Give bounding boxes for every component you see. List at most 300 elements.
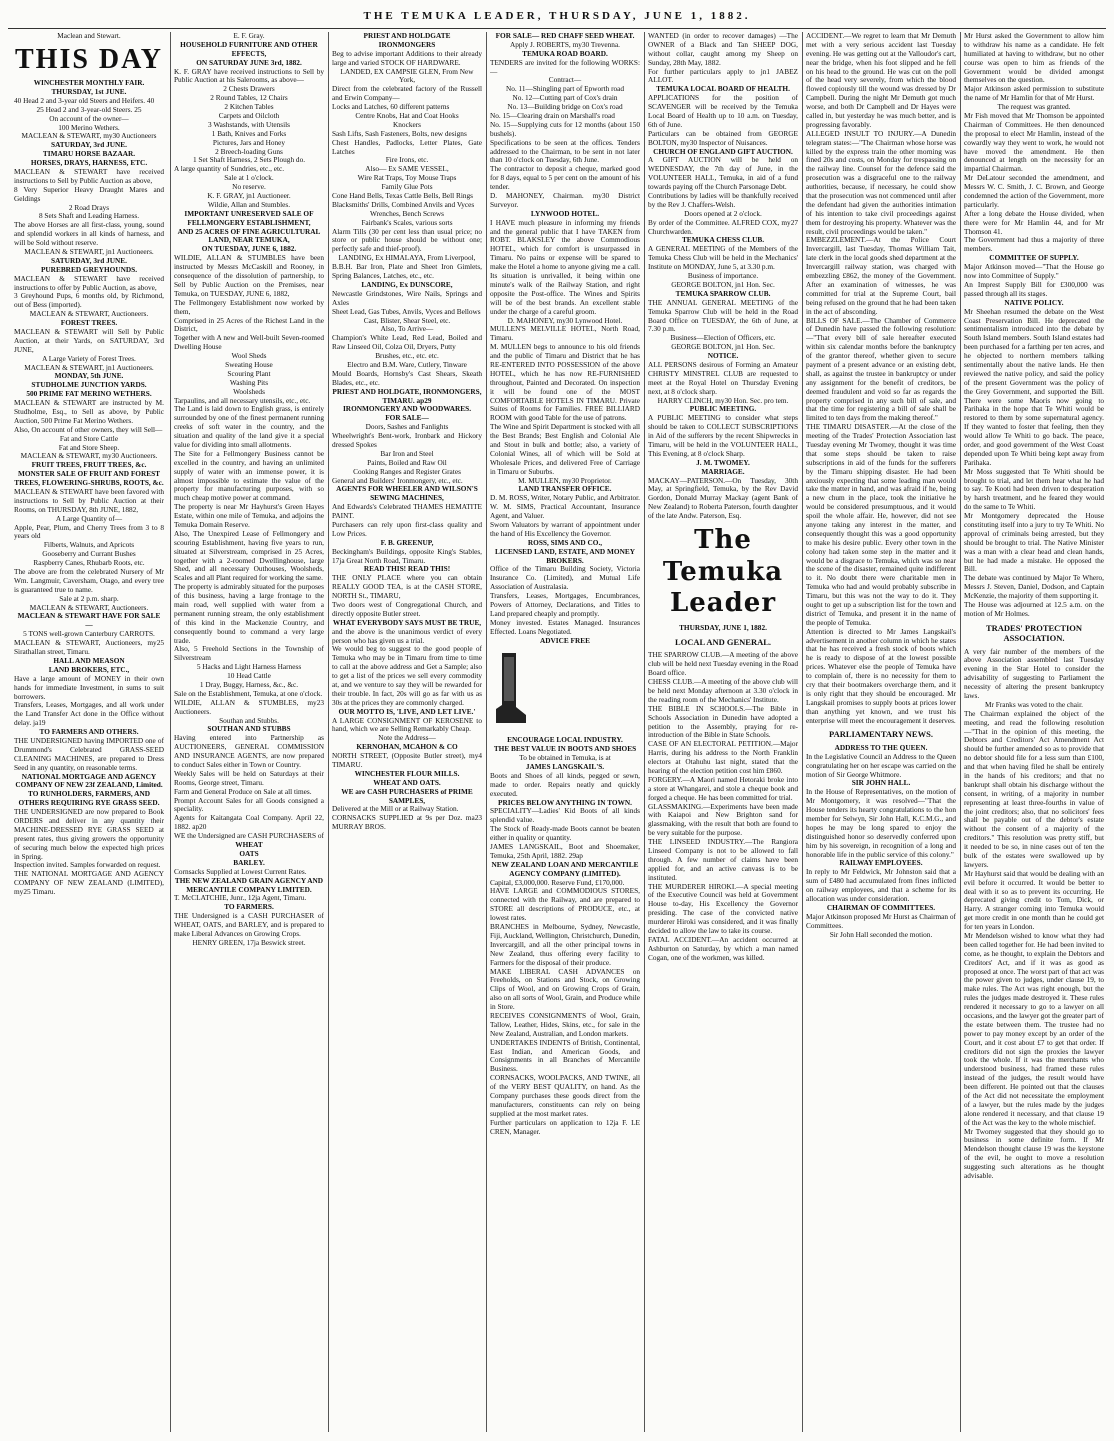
col3-line: Delivered at the Mill or at Railway Station. <box>332 804 459 814</box>
col2-line: Also, 5 Freehold Sections in the Township of Silverstream <box>174 644 324 663</box>
col3-line: WE are CASH PURCHASERS of PRIME SAMPLES, <box>341 786 473 805</box>
col5-line: MACKAY—PATERSON.—On Tuesday, 30th May, at Springfield, Temuka, by the Rev David Gordon, Donald Murray Mackay (agent Bank of New Zealand) to Roberta Paterson, fourth daughter of the late Andw. Paterson, Esq. <box>648 475 798 521</box>
col2-line: SOUTHAN AND STUBBS <box>207 724 291 734</box>
col5-line: WANTED (in order to recover damages) —The OWNER of a Black and Tan SHEEP DOG, without collar, caught among my Sheep on Sunday, 28th May, 1882. <box>648 32 798 67</box>
col5-line: THURSDAY, JUNE 1, 1882. <box>679 623 767 633</box>
col3-line: A LARGE CONSIGNMENT OF KEROSENE to hand, which we are Selling Remarkably Cheap. <box>332 715 482 734</box>
col4-line: Sworn Valuators by warrant of appointment under the hand of His Excellency the Governor. <box>490 519 640 538</box>
col3-line: Also, To Arrive— <box>380 324 434 334</box>
col1-line: 2 Road Drays <box>68 202 110 212</box>
col2-line: HOUSEHOLD FURNITURE AND OTHER EFFECTS, <box>180 39 318 58</box>
col2-line: The property is near Mr Hayhurst's Green Hayes Estate, within one mile of Temuka, and adjoins the Temuka Domain Reserve. <box>174 502 324 529</box>
col4-line: D. MAHONEY, my30 Lynwood Hotel. <box>507 315 623 325</box>
col3-line: Bar Iron and Steel <box>380 448 434 458</box>
col4-line: The Stock of Ready-made Boots cannot be beaten either in quality or quantity. <box>490 824 640 843</box>
col1-line: Have a large amount of MONEY in their own hands for immediate Investment, in sums to suit borrowers. <box>14 673 164 701</box>
col2-line: Also, The Unexpired Lease of Fellmongery and scouring Establishment, having five years to run, situated at Silverstream, comprised in 25 Acres, together with a 2-roomed Dwellinghouse, large Shed, and all necessary Outhouses, Woolsheds, Scales and all Plant required for working the same. <box>174 528 324 583</box>
col3-line: Beg to advise important Additions to their already large and varied STOCK OF HARDWARE. <box>332 48 482 67</box>
col5-line: MARRIAGE. <box>701 466 745 476</box>
col2-line: Prompt Account Sales for all Goods consigned a speciality. <box>174 795 324 814</box>
col2-line: 2 Chests Drawers <box>223 84 275 94</box>
col2-line: E. F. Gray. <box>233 32 265 40</box>
col2-line: Sale on the Establishment, Temuka, at one o'clock. <box>174 688 323 698</box>
col2-line: HENRY GREEN, 17ja Beswick street. <box>192 937 306 947</box>
col6-line: In reply to Mr Feldwick, Mr Johnston said that a sum of £480 had accumulated from fines inflicted on railway employees, and that a scheme for its allocation was under consideration. <box>806 867 956 903</box>
col1-line: MONSTER SALE OF FRUIT AND FOREST TREES, FLOWERING-SHRUBS, ROOTS, &c. <box>14 469 164 488</box>
col2-line: 1 Set Shaft Harness, 2 Sets Plough do. <box>192 155 306 165</box>
col3-line: And Edwards's Celebrated THAMES HEMATITE PAINT. <box>332 502 482 521</box>
col4-line: LAND TRANSFER OFFICE. <box>518 484 612 494</box>
col5-line: TEMUKA SPARROW CLUB. <box>675 288 771 298</box>
col5-line: GEORGE BOLTON, jn1 Hon. Sec. <box>671 279 775 289</box>
col3-line: Beckingham's Buildings, opposite King's Stables, 17ja Great North Road, Timaru. <box>332 546 482 565</box>
column-rule <box>328 32 329 1432</box>
column-rule <box>802 32 803 1432</box>
col5-line: THE ANNUAL GENERAL MEETING of the Temuka Sparrow Club will be held in the Road Board Office on TUESDAY, the 6th of June, at 7.30 p.m. <box>648 297 798 334</box>
column-rule <box>170 32 171 1432</box>
col3-line: THE ONLY PLACE where you can obtain REALLY GOOD TEA, is at the CASH STORE, NORTH St., TIMARU, <box>332 573 482 601</box>
col3-line: Note the Address— <box>378 733 436 743</box>
col2-line: THE Undersigned is a CASH PURCHASER of WHEAT, OATS, and BARLEY, and is prepared to make Liberal Advances on Growing Crops. <box>174 911 324 938</box>
col5-line: CHESS CLUB.—A meeting of the above club will be held next Monday afternoon at 3.30 o'clock in the reading room of the Mechanics' Institute. <box>648 677 798 704</box>
col3-line: Sash Lifts, Sash Fasteners, Bolts, new designs <box>332 128 467 138</box>
col5-line: A PUBLIC MEETING to consider what steps should be taken to COLLECT SUBSCRIPTIONS in Aid of the sufferers by the recent Shipwrecks in Timaru, will be held in the VOLUNTEER HALL, This Evening, at 8 o'clock Sharp. <box>648 413 798 458</box>
col2-line: Wool Sheds <box>231 351 267 361</box>
col3-line: WINCHESTER FLOUR MILLS. <box>354 768 460 778</box>
col1-line: Raspberry Canes, Rhubarb Roots, etc. <box>33 558 145 568</box>
col3-line: Also— Ex SAME VESSEL, <box>365 164 449 174</box>
col4-line: No. 13—Building bridge on Cox's road <box>507 102 623 112</box>
col3-line: CORNSACKS SUPPLIED at 9s per Doz. ma23 MURRAY BROS. <box>332 813 482 832</box>
col5-line: TEMUKA CHESS CLUB. <box>681 235 765 245</box>
col6-line: PARLIAMENTARY NEWS. <box>829 729 933 740</box>
col6-line: CHAIRMAN OF COMMITTEES. <box>826 902 936 912</box>
col4-line: No. 12—Cutting part of Cox's drain <box>512 93 618 103</box>
col1-line: Inspection invited. Samples forwarded on request. <box>14 860 161 870</box>
col3-line: Wrenches, Bench Screws <box>369 208 445 218</box>
col2-line: Sweating House <box>225 359 273 369</box>
col5-line: LOCAL AND GENERAL. <box>674 637 772 648</box>
col4-line: MULLEN'S MELVILLE HOTEL, North Road, Timaru. <box>490 324 640 343</box>
col1-line: Gooseberry and Currant Bushes <box>42 549 136 559</box>
col3-line: Fairbank's Scales, various sorts <box>361 217 453 227</box>
col1-line: PUREBRED GREYHOUNDS. <box>40 264 138 274</box>
col5-line: FORGERY.—A Maori named Hetoraki broke into a store at Whangarei, and stole a cheque book and forged a cheque. He has been committed for trial. <box>648 774 798 802</box>
col1-line: 40 Head 2 and 3-year old Steers and Heifers. 40 <box>14 95 155 105</box>
col4-line: Transfers, Leases, Mortgages, Encumbrances, Powers of Attorney, Declarations, and Titles to Land prepared cheaply and promptly. <box>490 591 640 618</box>
col1-line: Transfers, Leases, Mortgages, and all work under the Land Transfer Act done in the Office without delay. ja19 <box>14 700 164 728</box>
col3-line: Cooking Ranges and Register Grates <box>353 466 461 476</box>
col7-line: The Chairman explained the object of the meeting, and read the following resolution—"That in the opinion of this meeting, the Debtors and Creditors' Act Amendment Act should be further amended so as to provide that no debtor should file for a less sum than £100, and that when having filed he shall be entirely in the hands of his creditors; and that no bankrupt shall obtain his discharge without the consent, in writing, of a majority in number representing at least three-fourths in value of the joint creditors; also, that no solicitors' fees shall be payable out of the debtor's estate without the consent of a majority of the creditors." This resolution was pretty stiff, but it needed to be so, in nine cases out of ten the bulk of the estates were swallowed up by lawyers. <box>964 708 1104 869</box>
col5-line: The Temuka Leader <box>662 524 784 619</box>
col4-line: M. MULLEN begs to announce to his old friends and the public of Timaru and District that he has RE-ENTERED INTO POSSESSION of the above HOTEL, which he has now RE-FURNISHED throughout, Painted and Decorated. On inspection it will be found one of the MOST COMFORTABLE HOTELS IN TIMARU. Private Suites of Rooms for Families. FREE BILLIARD ROOM with good Table for the use of patrons. <box>490 342 640 423</box>
col7-line: The House was adjourned at 12.5 a.m. on the motion of Mr Holmes. <box>964 600 1104 618</box>
col3-line: Doors, Sashes and Fanlights <box>365 422 449 432</box>
col7-line: The request was granted. <box>997 102 1071 112</box>
col7-line: Mr Sheehan resumed the debate on the West Coast Preservation Bill. He deprecated the sentimentalism introduced into the debate by South Island members. South Island estates had been purchased for a farthing per ten acres, and he objected to northern members talking sentimentally about the native lands. He then reviewed the native policy, and said the policy of the present Government was the policy of the Grey Government, and supported the Bill. There were some Maoris now going to Parihaka in the hope that Te Whiti would be restored to them by some supernatural agency. If they wanted to foster that feeling, then they would allow Te Whiti to go back. The peace, order, and good government of the West Coast depended upon Te Whiti being kept away from Parihaka. <box>964 306 1104 467</box>
col1-line: TIMARU HORSE BAZAAR. <box>42 149 136 159</box>
column-5 <box>648 32 798 1432</box>
col7-line: Mr Moss suggested that Te Whiti should be brought to trial, and let them hear what he had to say. Te Kooti had been driven to desperation by harsh treatment, and he feared they would do the same to Te Whiti. <box>964 466 1104 512</box>
col4-line: I HAVE much pleasure in informing my friends and the general public that I have TAKEN from ROBT. BLAKSLEY the above Commodious HOTEL, which for comfort is unsurpassed in Timaru. No pains or expense will be spared to make the Hotel a home to anyone giving me a call. Its situation is unrivalled, it being within one minute's walk of the Railway Station, and right opposite the Post-office. The Wines and Spirits will be of the best brands. An excellent stable under the charge of a careful groom. <box>490 217 640 316</box>
col6-line: EMBEZZLEMENT.—At the Police Court Invercargill, last Tuesday, Thomas William Tait, late clerk in the local goods shed department at the Invercargill railway station, was charged with embezzling £862, the money of the Government. After an examination of witnesses, he was committed for trial at the Supreme Court, bail being refused on the ground that he had been taken in the act of absconding. <box>806 235 956 316</box>
col5-line: GEORGE BOLTON, jn1 Hon. Sec. <box>671 342 775 352</box>
col3-line: Champion's White Lead, Red Lead, Boiled and Raw Linseed Oil, Colza Oil, Dryers, Putty <box>332 333 482 352</box>
col1-line: NATIONAL MORTGAGE AND AGENCY COMPANY OF NEW 23f ZEALAND, Limited. <box>15 771 163 790</box>
col4-line: No. 15—Clearing drain on Marshall's road <box>490 111 615 121</box>
col4-line: Capital, £3,000,000. Reserve Fund, £170,000. <box>490 877 625 887</box>
col5-line: TEMUKA LOCAL BOARD OF HEALTH. <box>656 84 790 94</box>
col2-line: THE NEW ZEALAND GRAIN AGENCY AND MERCANTILE COMPANY LIMITED. <box>174 875 324 894</box>
col2-line: ON TUESDAY, JUNE 6, 1882. <box>201 244 297 254</box>
col2-line: 1 Bath, Knives and Forks <box>211 128 287 138</box>
col2-line: Agents for Kaitangata Coal Company. April 22, 1882. ap20 <box>174 813 324 832</box>
col1-line: THIS DAY <box>14 43 163 75</box>
col7-line: After a long debate the House divided, when there were for Mr Hamlin 44, and for Mr Thomson 41. <box>964 208 1104 236</box>
col6-line: THE TIMARU DISASTER.—At the close of the meeting of the Trades' Protection Association last Tuesday evening Mr Twomey, thought it was time that some steps should be taken to raise subscriptions in aid of the funds for the sufferers by the Timaru shipping disaster. He had been anxiously expecting that some leading man would take the matter in hand, and was afraid if he, being a new chum in the place, took the initiative he would be considered presumptuous, and it would spoil the whole affair. He, however, did not see anyone taking any interest in the matter, and consequently thought this was a good opportunity to make his desire public. Every other town in the colony had taken some step in the matter and it would be a disgrace to Temuka, which was so near the scene of the disaster, remained quite indifferent to it. No doubt there were charitable men in Temuka who had and would probably subscribe in Timaru, but this was not the way to do it. They ought to get up a subscription list for the town and district of Temuka, and present it in the name of the people of Temuka. <box>806 422 956 627</box>
col4-line: SPECIALITY—Ladies' Kid Boots of all kinds splendid value. <box>490 806 640 825</box>
col3-line: WHEAT AND OATS. <box>373 777 441 787</box>
col3-line: and the above is the unanimous verdict of every person who has given us a trial. <box>332 626 482 645</box>
col4-line: LICENSED LAND, ESTATE, AND MONEY BROKERS. <box>494 546 635 565</box>
col3-line: LANDING, Ex DUNSCORE, <box>361 279 453 289</box>
col3-line: PRIEST AND HOLDGATE <box>363 32 451 40</box>
col1-line: On account of the owner— <box>49 113 129 123</box>
col1-line: MACLEAN & STEWART, jn1 Auctioneers. <box>24 362 154 372</box>
col3-line: Wheelwright's Bent-work, Ironbark and Hickory dressed Spokes <box>332 431 482 449</box>
col7-line: COMMITTEE OF SUPPLY. <box>989 253 1079 263</box>
column-7 <box>964 32 1104 1432</box>
col5-line: APPLICATIONS for the position of SCAVENGER will be received by the Temuka Local Board of Health up to 10 a.m. on Tuesday, 6th of June. <box>648 93 798 129</box>
col2-line: Southan and Stubbs. <box>219 715 279 725</box>
col4-line: ENCOURAGE LOCAL INDUSTRY. <box>507 735 623 745</box>
col5-line: By order of the Committee. ALFRED COX, my27 Churchwarden. <box>648 217 798 236</box>
col1-line: MACLEAN & STEWART, Auctioneers. <box>29 602 149 612</box>
col3-line: We would beg to suggest to the good people of Temuka who may be in Timaru from time to time to call at the above address and Get a Sample; also to get a list of the prices we sell every commodity at, and we venture to say they will be rewarded for their trouble. In fact, 20s will go as far with us as 30s at the prices they are commonly charged. <box>332 644 482 707</box>
col3-line: KERNOHAN, MCAHON & CO <box>356 742 458 752</box>
col4-line: MAKE LIBERAL CASH ADVANCES on Freeholds, on Stations and Stock, on Growing Clips of Wool, and on Growing Crops of Grain, also on all sorts of Wool, Grain, and Produce while in Store. <box>490 966 640 1012</box>
col1-line: SATURDAY, 3rd JUNE. <box>51 140 127 150</box>
col4-line: TENDERS are invited for the following WORKS:— <box>490 57 640 76</box>
col1-line: MACLEAN & STEWART have been favored with instructions to Sell by Public Auction at their Rooms, on THURSDAY, 8th JUNE, 1882, <box>14 487 164 514</box>
column-rule <box>486 32 487 1432</box>
col1-line: Also, On account of other owners, they will Sell— <box>14 424 163 434</box>
col2-line: 2 Round Tables, 12 Chairs <box>210 93 288 103</box>
col3-line: Purchasers can rely upon first-class quality and Low Prices. <box>332 519 482 538</box>
col2-line: ON SATURDAY JUNE 3rd, 1882. <box>196 57 302 67</box>
col2-line: Scouring Plant <box>227 368 271 378</box>
col2-line: The Site for a Fellmongery Business cannot be excelled in the country, and having an unlimited supply of water with an immense power, it is almost impossible to estimate the value of the property for manufacturing purposes, with so much cheap motive power at command. <box>174 448 324 503</box>
col2-line: Sale at 1 o'clock. <box>224 173 274 183</box>
col1-line: 5 TONS well-grown Canterbury CARROTS. <box>23 629 155 639</box>
col4-line: NEW ZEALAND LOAN AND MERCANTILE AGENCY COMPANY (LIMITED). <box>491 859 639 878</box>
col2-line: 1 Dray, Buggy, Harness, &c., &c. <box>199 680 299 690</box>
col2-line: Having entered into Partnership as AUCTIONEERS, GENERAL COMMISSION AND INSURANCE AGENTS, are now prepared to conduct Sales either in Town or Country. <box>174 733 324 770</box>
col1-line: Sale at 2 p.m. sharp. <box>59 593 119 603</box>
col5-line: A GENERAL MEETING of the Members of the Temuka Chess Club will be held in the Mechanics' Institute on MONDAY, June 5, at 3.30 p.m. <box>648 244 798 272</box>
col7-line: Mr Montgomery deprecated the House constituting itself into a jury to try Te Whiti. No approval of criminals being arrested, but they should be brought to trial. The Native Minister was a man with a clear head and clean hands, but he had made a mistake. He opposed the Bill. <box>964 511 1104 574</box>
col1-line: Maclean and Stewart. <box>57 32 121 40</box>
col3-line: OUR MOTTO IS, 'LIVE, AND LET LIVE.' <box>338 706 476 716</box>
col5-line: Business of importance. <box>687 271 759 281</box>
col4-line: FOR SALE— RED CHAFF SEED WHEAT. <box>495 32 635 40</box>
column-3 <box>332 32 482 1432</box>
col5-line: Particulars can be obtained from GEORGE BOLTON, my30 Inspector of Nuisances. <box>648 128 798 147</box>
col7-line: A very fair number of the members of the above Association assembled last Tuesday evening in the Star Hotel to consider the advisability of suggesting to Parliament the necessity of altering the present bankruptcy laws. <box>964 646 1104 700</box>
col4-line: M. MULLEN, my30 Proprietor. <box>518 475 612 485</box>
col3-line: F. B. GREENUP, <box>380 537 434 547</box>
col1-line: MACLEAN & STEWART have received instructions to offer by Public Auction, as above, <box>14 273 164 292</box>
col3-line: READ THIS! READ THIS! <box>363 564 451 574</box>
col7-line: Mr Hurst asked the Government to allow him to withdraw his name as a candidate. He felt humiliated at having to withdraw, but no other course was open to him as friends of the Government would be divided amongst themselves on the question. <box>964 32 1104 85</box>
col5-line: CHURCH OF ENGLAND GIFT AUCTION. <box>653 146 793 156</box>
col4-line: No. 15—Supplying cuts for 12 months (about 150 bushels). <box>490 119 640 138</box>
col4-line: Specifications to be seen at the offices. Tenders addressed to the Chairman, to be sent in not later than 10 o'clock on Tuesday, 6th June. <box>490 137 640 165</box>
col7-line: Major Atkinson moved—"That the House go now into Committee of Supply." <box>964 262 1104 281</box>
col5-line: For further particulars apply to jn1 JABEZ ALLOT. <box>648 66 798 85</box>
col4-line: THE BEST VALUE IN BOOTS AND SHOES <box>493 744 637 754</box>
col7-line: Mr Mendelson wished to know what they had been called together for. He had been invited to come, as he thought, to explain the Debtors and Creditors' Act, and if it was as good as proposed at once. The worst part of that act was the power given to judges, under clause 19, to make rules. The Act was right enough, but the rules the judges made destroyed it. These rules rendered it necessary to go to a lawyer on all occasions, and the lawyer got the greater part of the estate between them. The trustee had no power to pay money except by an order of the Court, and it cost about £7 to get that order. If creditors did not sign the proxies the lawyer took the whole. If it was the merchants who understood business, had framed these rules instead of the judges, the result would have been different. He pointed out that the clauses of the Act did not necessitate the employment of a lawyer, but the rules made by the judges alone rendered it necessary, and that clause 19 of the Act was the key to the whole mischief. <box>964 931 1104 1127</box>
col2-line: WILDIE, ALLAN & STUMBLES, my23 Auctioneers. <box>174 697 324 716</box>
col2-line: Woolsheds <box>233 386 265 396</box>
col5-line: GLASSMAKING.—Experiments have been made with Kaiapoi and New Brighton sand for glassmaking, with the result that both are found to be very suitable for the purpose. <box>648 801 798 838</box>
col2-line: 2 Breech-loading Guns <box>215 146 283 156</box>
col3-line: NORTH STREET, (Opposite Butler street), my4 TIMARU. <box>332 751 482 770</box>
col7-line: Major Atkinson asked permission to substitute the name of Mr Hamlin for that of Mr Hurst. <box>964 84 1104 103</box>
col3-line: Direct from the celebrated factory of the Russell and Erwin Company— <box>332 84 482 103</box>
col3-line: Fire Irons, etc. <box>385 155 429 165</box>
col1-line: MACLEAN & STEWART, Auctioneers, my25 Sirathallan street, Timaru. <box>14 638 164 657</box>
col2-line: K. F. GRAY, jn1 Auctioneer. <box>207 191 291 201</box>
col6-line: SIR JOHN HALL. <box>851 778 911 788</box>
col1-line: 8 Sets Shaft and Leading Harness. <box>38 211 140 221</box>
boot-illustration <box>490 649 530 729</box>
col1-line: Fat and Store Cattle <box>59 433 119 443</box>
col3-line: FOR SALE— <box>385 413 429 423</box>
col6-line: BILLS OF SALE.—The Chamber of Commerce of Dunedin have passed the following resolution:—"That every bill of sale hereafter executed within six calendar months before the bankruptcy of the grantor thereof, whether given to secure payment of a present advance or an existing debt, shall, as against the trustee in bankruptcy or under any assignment for the benefit of creditors, be deemed fraudulent and void so far as regards the property comprised in any such bill of sale, and that the time for registering a bill of sale shall be limited to ten days from the making thereof." <box>806 315 956 423</box>
col5-line: Business—Election of Officers, etc. <box>670 333 776 343</box>
col3-line: Mould Boards, Hornsby's Cast Shears, Skeath Blades, etc., etc. <box>332 368 482 387</box>
col3-line: Cast, Blister, Shear Steel, etc. <box>363 315 451 325</box>
col2-line: Tarpaulins, and all necessary utensils, etc., etc. <box>174 395 311 405</box>
col2-line: Washing Pits <box>229 377 269 387</box>
col1-line: TO RUNHOLDERS, FARMERS, AND OTHERS REQUIRING RYE GRASS SEED. <box>18 789 160 808</box>
col3-line: Two doors west of Congregational Church, and directly opposite Butler street. <box>332 600 482 618</box>
col1-line: The above are from the celebrated Nursery of Mr Wm. Langmuir, Caversham, Otago, and every tree is guaranteed true to name. <box>14 567 164 594</box>
col4-line: TEMUKA ROAD BOARD. <box>522 48 608 58</box>
col4-line: JAMES LANGSKAIL, Boot and Shoemaker, Temuka, 25th April, 1882. 29ap <box>490 842 640 860</box>
column-rule <box>644 32 645 1432</box>
col4-line: Contract— <box>548 75 582 85</box>
col1-line: MACLEAN & STEWART, Auctioneers. <box>29 309 149 319</box>
col3-line: Sheet Lead, Gas Tubes, Anvils, Vyces and Bellows <box>332 306 481 316</box>
col6-line: Major Atkinson proposed Mr Hurst as Chairman of Committees. <box>806 911 956 930</box>
col3-line: Knockers <box>393 119 421 129</box>
col3-line: Brushes, etc., etc. etc. <box>375 351 439 361</box>
col2-line: WE the Undersigned are CASH PURCHASERS of <box>174 831 324 841</box>
col5-line: THE LINSEED INDUSTRY.—The Rangiora Linseed Company is not to be allowed to fall through. A few number of claims have been applied for, and an active canvass is to be instituted. <box>648 837 798 882</box>
col7-line: Mr Hayhurst said that would be dealing with an evil before it occurred. It would be better to deal with it so as to prevent its occurring. He deprecated giving credit to Tom, Dick, or Harry. A stranger coming into Temuka would get more credit in one month than he could get for ten years in London. <box>964 868 1104 932</box>
masthead: THE TEMUKA LEADER, THURSDAY, JUNE 1, 1882. <box>363 10 751 22</box>
col3-line: Family Glue Pots <box>381 182 433 192</box>
col6-line: ADDRESS TO THE QUEEN. <box>834 742 928 752</box>
col2-line: BARLEY. <box>233 857 265 867</box>
col5-line: CASE OF AN ELECTORAL PETITION.—Major Harris, during his address to the North Franklin electors at Otahuhu last night, stated that the hearing of the election petition cost him £860. <box>648 739 798 775</box>
col3-line: WHAT EVERYBODY SAYS MUST BE TRUE, <box>332 617 482 627</box>
col4-line: CORNSACKS, WOOLPACKS, AND TWINE, all of the VERY BEST QUALITY, on hand. As the Company purchases these goods direct from the manufacturers, constituents can rely on being supplied at the most market rates. <box>490 1073 640 1118</box>
col1-line: HALL AND MEASON <box>53 655 125 665</box>
col3-line: Wire Rat Traps, Toy Mouse Traps <box>357 173 457 183</box>
col1-line: STUDHOLME JUNCTION YARDS. <box>31 380 147 390</box>
col3-line: LANDED, EX CAMPSIE GLEN, From New York, <box>340 66 474 85</box>
col1-line: 500 PRIME FAT MERINO WETHERS. <box>26 389 152 399</box>
col5-line: ALL PERSONS desirous of Forming an Amateur CHRISTY MINSTREL CLUB are requested to meet at the Royal Hotel on Thursday Evening next, at 8 o'clock sharp. <box>648 359 798 396</box>
col3-line: Centre Knobs, Hat and Coat Hooks <box>355 111 459 121</box>
col1-line: 3 Greyhound Pups, 6 months old, by Richmond, out of Bess (imported). <box>14 291 164 310</box>
col2-line: 3 Washstands, with Utensils <box>208 119 290 129</box>
col2-line: The Fellmongery Establishment now worked by them, <box>174 297 324 316</box>
col4-line: D. M. ROSS, Writer, Notary Public, and Arbitrator. W. M. SIMS, Practical Accountant, Insurance Agent, and Valuer. <box>490 493 640 521</box>
col6-line: Attention is directed to Mr James Langskail's advertisement in another column in which he states that he has received a fresh stock of boots which he is ready to dispose of at the lowest possible prices. Whatever else the people of Temuka have to complain of, there is no necessity for them to cry that their bootmakers overcharge them, and it is only right that they should be encouraged. Mr Langskail promises to supply boots at prices lower than anything yet known, and we trust his enterprise will meet the encouragement it deserves. <box>806 626 956 725</box>
col1-line: THURSDAY, 1st JUNE. <box>51 86 127 96</box>
col2-line: WILDIE, ALLAN & STUMBLES have been instructed by Messrs McCaskill and Rooney, in consequence of the dissolution of partnership, to Sell by Public Auction on the Premises, near Temuka, on TUESDAY, JUNE 6, 1882, <box>174 253 324 298</box>
col6-line: Sir John Hall seconded the motion. <box>829 929 933 939</box>
col1-line: MACLEAN & STEWART, jn1 Auctioneers. <box>24 246 154 256</box>
col6-line: ALLEGED INSULT TO INJURY.—A Dunedin telegram states:—"The Chairman whose horse was killed by the express train the other morning was fined 20s and costs, on Monday for trespassing on the railway line. Counsel for the defence said the prosecution was a disgraceful one to the railway authorities, because, if necessary, he could show that the prosecution was not commenced until after the defendant had given the authorities intimation of his intention to take civil proceedings against them for destroying his property. Whatever was the result, civil proceedings would be taken." <box>806 128 956 236</box>
col4-line: LYNWOOD HOTEL. <box>530 208 600 218</box>
col3-line: Locks and Latches, 60 different patterns <box>332 102 450 112</box>
col2-line: IMPORTANT UNRESERVED SALE OF FELLMONGERY ESTABLISHMENT, <box>184 208 314 227</box>
col1-line: FOREST TREES. <box>60 318 118 328</box>
col1-line: TO FARMERS AND OTHERS. <box>39 727 139 737</box>
column-6 <box>806 32 956 1432</box>
col4-line: Apply J. ROBERTS, my30 Trevenna. <box>509 39 621 49</box>
col7-line: The Government had thus a majority of three members. <box>964 235 1104 254</box>
col4-line: ADVICE FREE <box>539 635 591 645</box>
col4-line: D. MAHONEY, Chairman. my30 District Surveyor. <box>490 191 640 209</box>
col3-line: PRIEST AND HOLDGATE, IRONMONGERS, TIMARU. ap29 <box>332 386 482 405</box>
col3-line: Newcastle Grindstones, Wire Nails, Springs and Axles <box>332 288 482 307</box>
col1-line: Fat and Store Sheep. <box>58 442 120 452</box>
col4-line: Office of the Timaru Building Society, Victoria Insurance Co. (Limited), and Mutual Life Association of Australasia. <box>490 564 640 592</box>
col4-line: Boots and Shoes of all kinds, pegged or sewn, made to order. Repairs neatly and quickly executed. <box>490 770 640 798</box>
col3-line: Alarm Tills (30 per cent less than usual price; no store or public house should be without one; perfectly safe and thief-proof). <box>332 226 482 254</box>
col2-line: Cornsacks Supplied at Lowest Current Rates. <box>174 866 307 876</box>
col1-line: THE NATIONAL MORTGAGE AND AGENCY COMPANY OF NEW ZEALAND (LIMITED), my25 Timaru. <box>14 869 164 897</box>
col4-line: BRANCHES in Melbourne, Sydney, Newcastle, Fiji, Auckland, Wellington, Christchurch, Dunedin, Invercargill, and all the other principal towns in New Zealand, thus offering every facility to Farmers for the disposal of their produce. <box>490 922 640 967</box>
col3-line: General and Builders' Ironmongery, etc., etc. <box>332 475 463 485</box>
col4-line: ROSS, SIMS AND CO., <box>527 537 603 547</box>
col2-line: The property is admirably situated for the purposes of this business, having a large frontage to the main road, well supplied with water from a permanent running stream, the only establishment of this kind in the Mackenzie Country, and consequently bound to command a very large trade. <box>174 582 324 645</box>
col2-line: K. F. GRAY have received instructions to Sell by Public Auction at his Salerooms, as above— <box>174 66 324 85</box>
col2-line: 5 Hacks and Light Harness Harness <box>196 662 302 672</box>
col5-line: Contributions by ladies will be thankfully received by the Rev J. Chaffers-Welsh. <box>648 191 798 209</box>
col1-line: MONDAY, 5th JUNE. <box>54 371 124 381</box>
col6-line: In the Legislative Council an Address to the Queen congratulating her on her escape was carried on the motion of Sir George Whitmore. <box>806 751 956 779</box>
col1-line: THE UNDERSIGNED having IMPORTED one of Drummond's Celebrated GRASS-SEED CLEANING MACHINES, are prepared to Dress Seed in any quantity, on reasonable terms. <box>14 735 164 772</box>
col3-line: Chest Handles, Padlocks, Letter Plates, Gate Latches <box>332 137 482 156</box>
col5-line: THE MURDERER HIROKI.—A special meeting of the Executive Council was held at Government House to-day, His Excellency the Governor presiding. The case of the convicted native murderer Hiroki was considered, and it was finally decided to allow the law to take its course. <box>648 881 798 935</box>
col4-line: PRICES BELOW ANYTHING IN TOWN. <box>497 797 632 807</box>
col1-line: Apple, Pear, Plum, and Cherry Trees from 3 to 8 years old <box>14 522 164 541</box>
col3-line: IRONMONGERY AND WOODWARES. <box>342 404 472 414</box>
col2-line: TO FARMERS. <box>224 902 274 912</box>
col7-line: NATIVE POLICY. <box>1004 297 1064 307</box>
col1-line: MACLEAN & STEWART, my30 Auctioneers. <box>20 451 158 461</box>
col5-line: A GIFT AUCTION will be held on WEDNESDAY, the 7th day of June, in the VOLUNTEER HALL, Temuka, in aid of a fund towards paying off the Church Parsonage Debt. <box>648 155 798 192</box>
col4-line: JAMES LANGSKAIL'S. <box>525 762 605 772</box>
col1-line: 100 Merino Wethers. <box>58 122 120 132</box>
col5-line: NOTICE. <box>707 351 739 361</box>
col3-line: B.B.H. Bar Iron, Plate and Sheet Iron Gimlets, Spring Balances, Latches, etc., etc. <box>332 262 482 281</box>
col4-line: The Wine and Spirit Department is stocked with all the Best Brands; Best English and Colonial Ale and Stout in bulk and bottle; also, a variety of Colonial Wines, all of which will be Sold at Wholesale Prices, and delivered Free of Carriage in Timaru or Suburbs. <box>490 422 640 476</box>
col1-line: A Large Variety of Forest Trees. <box>42 353 136 363</box>
col2-line: WHEAT <box>235 840 263 850</box>
col5-line: HARRY CLINCH, my30 Hon. Sec. pro tem. <box>657 395 789 405</box>
col3-line: Electro and B.M. Ware, Cutlery, Tinware <box>347 359 467 369</box>
col1-line: SATURDAY, 3rd JUNE. <box>51 255 127 265</box>
col1-line: HORSES, DRAYS, HARNESS, ETC. <box>30 158 148 168</box>
masthead-rule <box>8 28 1106 29</box>
col7-line: TRADES' PROTECTION ASSOCIATION. <box>985 622 1083 644</box>
col7-line: Mr DeLatour seconded the amendment, and Messrs W. C. Smith, J. C. Brown, and George condemned the action of the Government, more particularly. <box>964 173 1104 209</box>
col2-line: Comprised in 25 Acres of the Richest Land in the District, <box>174 315 324 334</box>
col5-line: THE BIBLE IN SCHOOLS.—The Bible in Schools Association in Dunedin have adopted a petition to the Assembly, praying for re-introduction of the Bible in State Schools. <box>648 703 798 740</box>
col3-line: Blacksmiths' Drills, Combined Anvils and Vyces <box>332 199 475 209</box>
col5-line: J. M. TWOMEY. <box>696 457 750 467</box>
col7-line: Mr Franks was voted to the chair. <box>985 699 1083 709</box>
col7-line: An Imprest Supply Bill for £300,000 was passed through all its stages. <box>964 279 1104 298</box>
col6-line: RAILWAY EMPLOYEES. <box>839 858 923 868</box>
col1-line: LAND BROKERS, ETC., <box>48 664 130 674</box>
col2-line: T. McCLATCHIE, Junr., 12ja Agent, Timaru. <box>174 893 307 903</box>
col6-line: ACCIDENT.—We regret to learn that Mr Demuth met with a very serious accident last Tuesday evening. He was getting out at the Valloudor's cart, near the bridge, when his foot slipped and he fell on his head to the ground. He was cut on the poll of the head very severely, from which the blood flowed copiously till the wound was dressed by Dr Campbell. During the night Mr Demuth got much worse, and both Dr Campbell and Dr Hayes were called in, but yesterday he was much better, and is progressing favorably. <box>806 32 956 129</box>
col4-line: Further particulars on application to 12ja F. LE CREN, Manager. <box>490 1117 640 1136</box>
col1-line: 25 Head 2 and 3-year-old Steers. 25 <box>36 104 142 114</box>
col1-line: 8 Very Superior Heavy Draught Mares and Geldings <box>14 184 164 203</box>
col6-line: In the House of Representatives, on the motion of Mr Montgomery, it was resolved—"That the House tenders its hearty congratulations to the hon member for Selwyn, Sir John Hall, K.C.M.G., and hopes he may be long spared to enjoy the distinguished honor so deservedly conferred upon him by his sovereign, in recognition of a long and honorable life in the public service of this colony." <box>806 787 956 859</box>
col2-line: Pictures, Jars and Honey <box>212 137 286 147</box>
col2-line: The Land is laid down to English grass, is entirely surrounded by one of the finest permanent running creeks of soft water in the country, and the situation and quality of the land give it a special value for dividing into small allotments. <box>174 404 324 449</box>
col3-line: Paints, Boiled and Raw Oil <box>367 457 447 467</box>
col7-line: Mr Twomey suggested that they should go to business in some definite form. If Mr Mendelson thought clause 19 was the keystone of the evil, he ought to move a resolution suggesting such alterations as he thought advisable. <box>964 1126 1104 1181</box>
col2-line: OATS <box>239 848 259 858</box>
col1-line: A Large Quantity of— <box>55 513 123 523</box>
col2-line: Together with A new and Well-built Seven-roomed Dwelling House <box>174 333 324 352</box>
col5-line: FATAL ACCIDENT.—An accident occurred at Ashburton on Saturday, by which a man named Cogan, one of the workmen, was killed. <box>648 934 798 962</box>
column-4 <box>490 32 640 1432</box>
column-1 <box>14 32 164 1432</box>
col1-line: THE UNDERSIGNED are now prepared to Book ORDERS and deliver in any quantity their MACHINE-DRESSED RYE GRASS SEED at present rates, thus giving growers the opportunity of securing much below the expected high prices in Spring. <box>14 807 164 861</box>
col4-line: RECEIVES CONSIGNMENTS of Wool, Grain, Tallow, Leather, Hides, Skins, etc., for sale in the New Zealand, Australian, and London markets. <box>490 1010 640 1038</box>
column-rule <box>960 32 961 1432</box>
col2-line: Wildie, Allan and Stumbles. <box>207 199 291 209</box>
col2-line: Farm and General Produce on Sale at all times. <box>174 786 312 796</box>
col1-line: MACLEAN & STEWART are instructed by M. Studholme, Esq., to Sell as above, by Public Auction, 500 Prime Fat Merino Wethers. <box>14 398 164 425</box>
col4-line: Money invested. Estates Managed. Insurances Effected. Loans Negotiated. <box>490 617 640 636</box>
col4-line: No. 11—Shingling part of Epworth road <box>505 84 625 94</box>
col3-line: AGENTS FOR WHEELER AND WILSON'S SEWING MACHINES, <box>336 484 478 503</box>
col4-line: UNDERTAKES INDENTS of British, Continental, East Indian, and American Goods, and Consignments in all Branches of Mercantile Business. <box>490 1037 640 1074</box>
col1-line: MACLEAN & STEWART have received instructions to Sell by Public Auction as above, <box>14 166 164 185</box>
col1-line: WINCHESTER MONTHLY FAIR. <box>33 78 145 88</box>
col1-line: FRUIT TREES, FRUIT TREES, &c. <box>31 460 147 470</box>
col1-line: MACLEAN & STEWART HAVE FOR SALE— <box>17 611 161 630</box>
col2-line: 2 Kitchen Tables <box>224 102 274 112</box>
col4-line: HAVE LARGE and COMMODIOUS STORES, connected with the Railway, and are prepared to STORE all descriptions of PRODUCE, etc., at lowest rates. <box>490 886 640 923</box>
col5-line: PUBLIC MEETING. <box>689 404 757 414</box>
col2-line: Carpets and Oilcloth <box>218 111 280 121</box>
